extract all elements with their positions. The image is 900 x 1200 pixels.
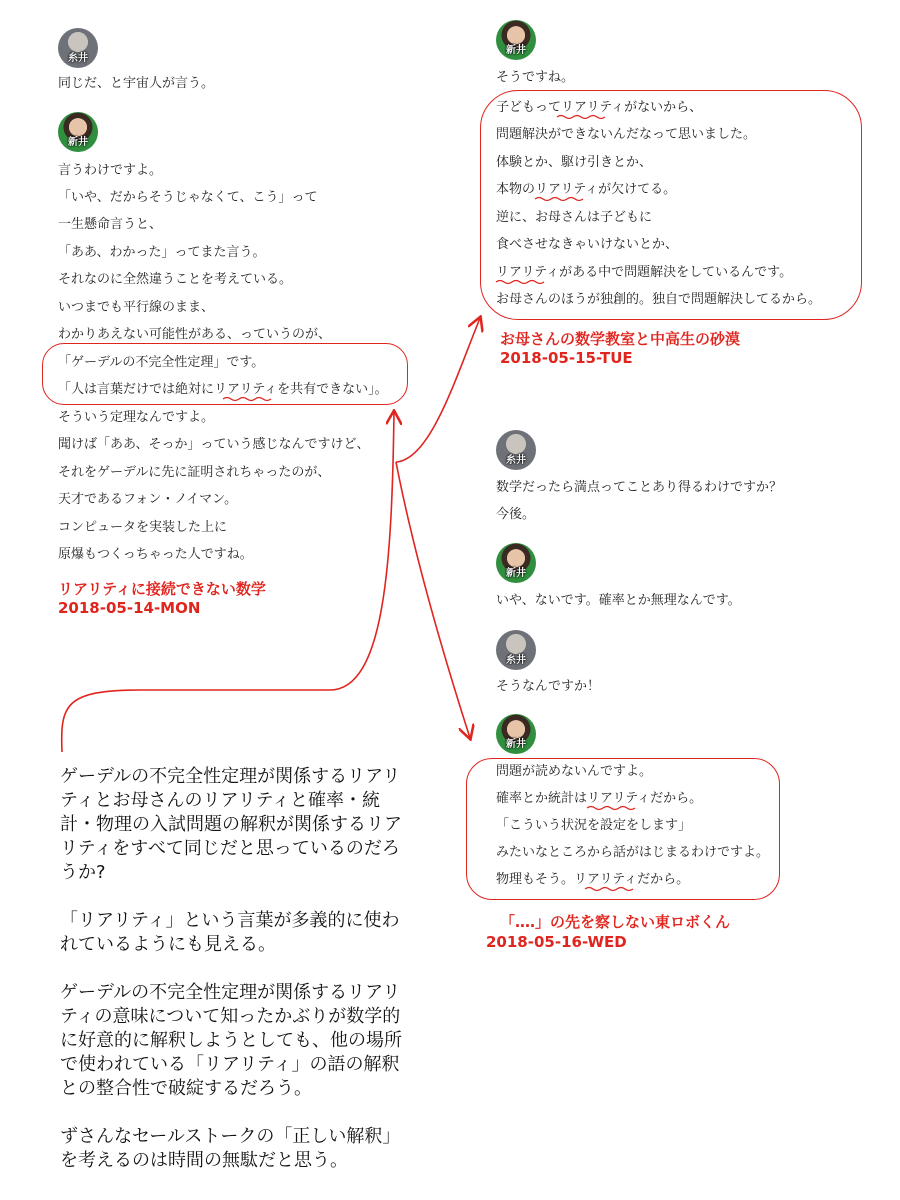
itoi-avatar-2	[496, 430, 536, 470]
caption-date-0514: 2018-05-14-MON	[58, 599, 201, 617]
essay-paragraph: ずさんなセールストークの「正しい解釈」を考えるのは時間の無駄だと思う。	[60, 1126, 401, 1171]
avatar-label: 糸井	[68, 53, 88, 64]
arai-line: 原爆もつくっちゃった人ですね。	[58, 547, 253, 562]
arai-avatar-1	[58, 112, 98, 152]
arai-line: 聞けば「ああ、そっか」っていう感じなんですけど、	[58, 437, 370, 452]
arai-line: 一生懸命言うと、	[58, 217, 163, 232]
arai-line: 確率とか統計はリアリティだから。	[496, 791, 703, 806]
arai-line: いつまでも平行線のまま、	[58, 300, 215, 315]
caption-title-0514: リアリティに接続できない数学	[58, 580, 266, 598]
arai-line: 問題解決ができないんだなって思いました。	[496, 127, 757, 142]
arai-line: 「いや、だからそうじゃなくて、こう」って	[58, 190, 318, 205]
arai-line: 体験とか、駆け引きとか、	[496, 155, 653, 170]
arai-line: それなのに全然違うことを考えている。	[58, 272, 293, 287]
itoi-line: 数学だったら満点ってことあり得るわけですか？	[496, 480, 783, 495]
caption-title-0515: お母さんの数学教室と中高生の砂漠	[500, 330, 741, 348]
arrow-to-probability-box	[396, 462, 470, 738]
arai-line: 「ああ、わかった」ってまた言う。	[58, 245, 266, 260]
arai-line: いや、ないです。確率とか無理なんです。	[496, 593, 741, 608]
avatar-label: 新井	[506, 45, 526, 56]
avatar-label: 糸井	[506, 455, 526, 466]
arai-avatar-2	[496, 20, 536, 60]
arai-line: 問題が読めないんですよ。	[496, 764, 653, 779]
essay-paragraph: ゲーデルの不完全性定理が関係するリアリティの意味について知ったかぶりが数学的に好意的に解釈しようとしても、他の場所で使われている「リアリティ」の語の解釈との整合性で破綻するだろう。	[60, 982, 402, 1099]
arai-line: お母さんのほうが独創的。独自で問題解決してるから。	[496, 292, 822, 307]
caption-date-0516: 2018-05-16-WED	[486, 933, 627, 951]
essay-paragraph: ゲーデルの不完全性定理が関係するリアリティとお母さんのリアリティと確率・統計・物理の入試問題の解釈が関係するリアリティをすべて同じだと思っているのだろうか?	[60, 766, 402, 883]
itoi-line: 今後。	[496, 507, 536, 522]
goedel-highlight-box	[42, 343, 408, 405]
arai-line-goedel-title: 「ゲーデルの不完全性定理」です。	[58, 355, 265, 370]
caption-title-0516: 「‥‥」の先を察しない東ロボくん	[500, 913, 731, 931]
commentary-essay	[60, 765, 410, 1197]
arai-line: 天才であるフォン・ノイマン。	[58, 492, 238, 507]
itoi-avatar-1	[58, 28, 98, 68]
arai-line: 「こういう状況を設定をします」	[496, 818, 692, 833]
arai-line: コンピュータを実装した上に	[58, 520, 228, 535]
itoi-quote-line: 同じだ、と宇宙人が言う。	[58, 76, 215, 91]
arai-line: リアリティがある中で問題解決をしているんです。	[496, 265, 793, 280]
arai-line: それをゲーデルに先に証明されちゃったのが、	[58, 465, 331, 480]
arai-line: 言うわけですよ。	[58, 163, 163, 178]
arai-line: 本物のリアリティが欠けてる。	[496, 182, 677, 197]
arai-line: 逆に、お母さんは子どもに	[496, 210, 653, 225]
arai-line: 物理もそう。リアリティだから。	[496, 872, 690, 887]
avatar-label: 糸井	[506, 655, 526, 666]
itoi-line: そうなんですか！	[496, 679, 601, 694]
avatar-label: 新井	[506, 568, 526, 579]
mother-reality-box	[480, 90, 862, 320]
arai-avatar-3	[496, 543, 536, 583]
avatar-label: 新井	[68, 137, 88, 148]
arai-line: みたいなところから話がはじまるわけですよ。	[496, 845, 770, 860]
arai-line: そういう定理なんですよ。	[58, 410, 215, 425]
arai-line: 子どもってリアリティがないから、	[496, 100, 703, 115]
caption-date-0515: 2018-05-15-TUE	[500, 349, 633, 367]
probability-reality-box	[466, 758, 780, 900]
itoi-avatar-3	[496, 630, 536, 670]
arai-line: わかりあえない可能性がある、っていうのが、	[58, 327, 332, 342]
arai-line: 食べさせなきゃいけないとか、	[496, 237, 679, 252]
arai-line: そうですね。	[496, 70, 575, 85]
arrow-to-mother-box	[396, 318, 480, 462]
arai-line-goedel-claim: 「人は言葉だけでは絶対にリアリティを共有できない」。	[58, 382, 388, 397]
essay-paragraph: 「リアリティ」という言葉が多義的に使われているようにも見える。	[60, 910, 400, 955]
arai-avatar-4	[496, 714, 536, 754]
avatar-label: 新井	[506, 739, 526, 750]
